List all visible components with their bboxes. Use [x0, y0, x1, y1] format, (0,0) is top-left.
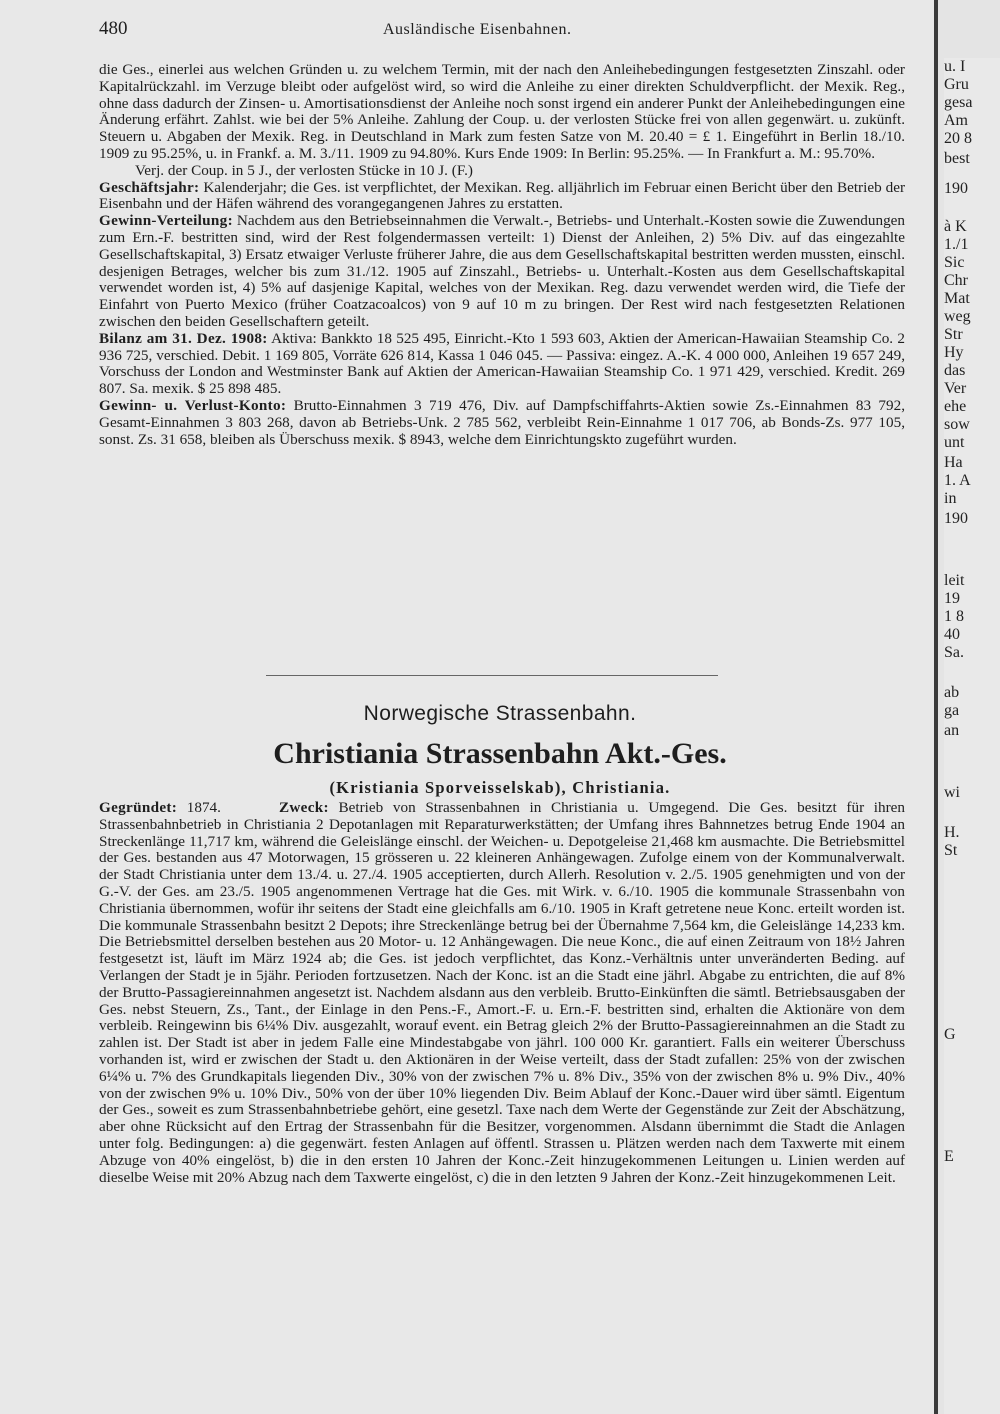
- purpose-label: Zweck:: [278, 799, 329, 816]
- adjacent-page-line: das: [944, 362, 966, 379]
- adjacent-page-line: ab: [944, 684, 960, 701]
- balance-sheet-label: Bilanz am 31. Dez. 1908:: [99, 329, 268, 347]
- balance-sheet-text: Aktiva: Bankkto 18 525 495, Einricht.-Kto 1 593 603, Aktien der American-Hawaiian Steamship Co. 2 936 725, verschied. Debit. 1 169 805, Vorräte 626 814, Kassa 1 046 045. — Passiva: eingez. A.-K. 4 000 000, Anleihen 19 657 249, Vorschuss der London and Westminster Bank auf Aktien der American-Hawaiian Steamship Co. 1 971 429, verschied. Kredit. 269 807. Sa. mexik. $ 25 898 485.: [99, 329, 905, 398]
- adjacent-page-line: 20 8: [944, 130, 972, 147]
- adjacent-page-line: unt: [944, 434, 965, 451]
- adjacent-page-line: à K: [944, 218, 967, 235]
- adjacent-page-line: St: [944, 842, 958, 859]
- adjacent-page-line: an: [944, 722, 960, 739]
- founded-label: Gegründet:: [99, 799, 178, 816]
- adjacent-page-fragment: [944, 58, 1000, 1414]
- previous-entry-block: [99, 62, 905, 448]
- adjacent-page-line: Ver: [944, 380, 967, 397]
- fiscal-year-label: Geschäftsjahr:: [99, 178, 200, 196]
- balance-sheet-paragraph: [99, 331, 905, 398]
- profit-loss-text: Brutto-Einnahmen 3 719 476, Div. auf Dampfschiffahrts-Aktien sowie Zs.-Einnahmen 83 792, Gesamt-Einnahmen 3 803 268, davon ab Betriebs-Unk. 2 785 562, verbleibt Rein-Einnahme 1 017 706, ab Bonds-Zs. 977 105, sonst. Zs. 31 658, bleiben als Überschuss mexik. $ 8943, welche dem Einrichtungskto zugeführt wurden.: [99, 396, 905, 448]
- fiscal-year-paragraph: [99, 180, 905, 214]
- profit-distribution-label: Gewinn-Verteilung:: [99, 212, 233, 230]
- adjacent-page-line: 190: [944, 180, 968, 197]
- adjacent-page-line: best: [944, 150, 970, 167]
- profit-distribution-text: Nachdem aus den Betriebseinnahmen die Verwalt.-, Betriebs- und Unterhalt.-Kosten sowie die Zuwendungen zum Ern.-F. bestritten sind, wird der Rest folgendermassen verteilt: 1) Dienst der Anleihen, 2) 5% Div. auf das eingezahlte Gesellschaftskapital, 3) Ersatz etwaiger Verluste früherer Jahre, die aus dem Gesellschaftskapital bestritten werden mussten, einschl. desjenigen Betrages, welcher bis zum 31./12. 1905 auf Zinszahl., Betriebs- u. Unterhalt.-Kosten aus dem Gesellschaftskapital verwendet worden ist, 4) 5% auf dasjenige Kapital, welches von der Mexikan. Reg. dazu verwendet werden wird, die Tiefe der Einfahrt von Puerto Mexico (früher Coatzacoalcos) von 9 auf 10 m zu bringen. Der Rest wird nach festgesetzten Relationen zwischen den beiden Gesellschaftern geteilt.: [99, 212, 906, 330]
- adjacent-page-line: 19: [944, 590, 960, 607]
- adjacent-page-line: Gru: [944, 76, 969, 93]
- page-gutter: [934, 0, 938, 1414]
- section-divider: [266, 675, 718, 676]
- profit-loss-paragraph: [99, 398, 905, 448]
- adjacent-page-line: G: [944, 1026, 956, 1043]
- adjacent-page-line: gesa: [944, 94, 973, 111]
- company-subtitle: (Kristiania Sporveisselskab), Christiania.: [329, 778, 671, 797]
- company-description-paragraph: [99, 800, 905, 1186]
- bond-terms-paragraph: die Ges., einerlei aus welchen Gründen u. zu welchem Termin, mit der nach den Anleihebedingungen festgesetzten Zinszahl. oder Kapitalrückzahl. im Verzuge bleibt oder aufgelöst wird, so wird die Anleihe zu einer direkten Schuldverpflicht. der Mexik. Reg., ohne dass dadurch der Zinsen- u. Amortisationsdienst der Anleihe noch sonst irgend ein anderer Punkt der Anleihebedingungen eine Änderung erfährt. Zahlst. wie bei der 5% Anleihe. Zahlung der Coup. u. der verlosten Stücke frei von allen gegenwärt. u. zukünft. Steuern u. Abgaben der Mexik. Reg. in Deutschland in Mark zum festen Satze von M. 20.40 = £ 1. Eingeführt in Berlin 18./10. 1909 zu 95.25%, u. in Frankf. a. M. 3./11. 1909 zu 94.80%. Kurs Ende 1909: In Berlin: 95.25%. — In Frankfurt a. M.: 95.70%.: [99, 61, 905, 162]
- adjacent-page-line: sow: [944, 416, 970, 433]
- adjacent-page-line: 1. A: [944, 472, 971, 489]
- adjacent-page-line: Sa.: [944, 644, 964, 661]
- running-head: Ausländische Eisenbahnen.: [383, 21, 572, 38]
- fiscal-year-text: Kalenderjahr; die Ges. ist verpflichtet, der Mexikan. Reg. alljährlich im Februar einen Bericht über den Betrieb der Eisenbahn und der Häfen während des vorangegangenen Jahres zu erstatten.: [99, 178, 906, 213]
- adjacent-page-line: 1 8: [944, 608, 964, 625]
- adjacent-page-line: Sic: [944, 254, 965, 271]
- adjacent-page-line: Mat: [944, 290, 970, 307]
- section-heading: Norwegische Strassenbahn.: [363, 702, 637, 725]
- company-entry-block: [99, 800, 905, 1186]
- profit-loss-label: Gewinn- u. Verlust-Konto:: [99, 396, 287, 414]
- adjacent-page-line: Hy: [944, 344, 964, 361]
- adjacent-page-line: Chr: [944, 272, 968, 289]
- adjacent-page-line: 190: [944, 510, 968, 527]
- adjacent-page-line: 1./1: [944, 236, 969, 253]
- purpose-text: Betrieb von Strassenbahnen in Christiania u. Umgegend. Die Ges. besitzt für ihren Strassenbahnbetrieb in Christiania 2 Depotanlagen mit Reparaturwerkstätten; der Umfang ihres Bahnnetzes betrug Ende 1904 an Streckenlänge 11,717 km, während die Geleislänge einschl. der Weichen- u. Depotgeleise 21,468 km ausmachte. Die Betriebsmittel der Ges. bestanden aus 47 Motorwagen, 15 grösseren u. 22 kleineren Anhängewagen. Zufolge einem von der Kommunalverwalt. der Stadt Christiania unter dem 13./4. u. 27./4. 1905 acceptierten, durch Allerh. Resolution v. 2./5. 1905 genehmigten und von der G.-V. der Ges. am 23./5. 1905 angenommenen Vertrage hat die Ges. mit Wirk. v. 6./10. 1905 die kommunale Strassenbahn von Christiania übernommen, wofür ihr seitens der Stadt eine gleichfalls am 6./10. 1905 in Kraft getretene neue Konc. erteilt worden ist. Die kommunale Strassenbahn besitzt 2 Depots; ihre Streckenlänge betrug bei der Übernahme 7,564 km, die Geleislänge 14,233 km. Die Betriebsmittel derselben bestehen aus 20 Motor- u. 12 Anhängewagen. Die neue Konc., die auf einen Zeitraum von 18½ Jahren festgesetzt ist, läuft im März 1924 ab; die Ges. ist jedoch verpflichtet, das Konz.-Verhältnis unter unveränderten Beding. auf Verlangen der Stadt je in 5jähr. Perioden fortzusetzen. Nach der Konc. ist an die Stadt eine jährl. Abgabe zu entrichten, die auf 8% der Brutto-Passagiereinnahmen angesetzt ist. Nachdem alsdann aus den verbleib. Brutto-Einkünften die sämtl. Betriebsausgaben der Ges. nebst Steuern, Zs., Tant., der Einlage in den Pens.-F., Amort.-F. u. Ern.-F. bestritten sind, erhalten die Aktionäre von dem verbleib. Reingewinn bis 6¼% Div. ausgezahlt, worauf event. ein Betrag gleich 2% der Brutto-Passagiereinnahmen an die Stadt zu zahlen ist. Der Stadt ist aber in jedem Falle eine Mindestabgabe von jährl. 100 000 Kr. garantiert. Falls ein weiterer Überschuss vorhanden ist, wird er zwischen der Stadt u. den Aktionären in der Weise verteilt, dass der Stadt zufallen: 25% von der zwischen 6¼% u. 7% des Grundkapitals liegenden Div., 30% von der zwischen 7% u. 8% Div., 35% von der zwischen 8% u. 9% Div., 40% von der zwischen 9% u. 10% Div., 50% von der über 10% liegenden Div. Beim Ablauf der Konc.-Dauer wird über sämtl. Eigentum der Ges., soweit es zum Strassenbahnbetriebe gehört, eine gesetzl. Taxe nach dem Werte der Gegenstände zur Zeit der Abschätzung, aber ohne Rücksicht auf den Ertrag der Strassenbahn für die Besitzer, vorgenommen. Alsdann übernimmt die Stadt die Anlagen unter folg. Bedingungen: a) die gegenwärt. festen Anlagen auf öffentl. Strassen u. Plätzen werden nach dem Taxwerte mit einem Abzuge von 40% eingelöst, b) die in den ersten 10 Jahren der Konc.-Zeit hinzugekommenen Leitungen u. Linien werden auf dieselbe Weise mit 20% Abzug nach dem Taxwerte eingelöst, c) die in den letzten 9 Jahren der Konz.-Zeit hinzugekommenen Leit.: [99, 799, 906, 1186]
- coupon-limitation-paragraph: Verj. der Coup. in 5 J., der verlosten Stücke in 10 J. (F.): [135, 161, 473, 179]
- profit-distribution-paragraph: [99, 213, 905, 331]
- adjacent-page-line: 40: [944, 626, 960, 643]
- adjacent-page-line: in: [944, 490, 957, 507]
- adjacent-page-line: ga: [944, 702, 960, 719]
- adjacent-page-line: weg: [944, 308, 971, 325]
- adjacent-page-line: leit: [944, 572, 965, 589]
- adjacent-page-line: u. I: [944, 58, 966, 75]
- adjacent-page-line: H.: [944, 824, 960, 841]
- adjacent-page-line: wi: [944, 784, 960, 801]
- adjacent-page-line: Am: [944, 112, 968, 129]
- company-name: Christiania Strassenbahn Akt.-Ges.: [273, 737, 727, 770]
- adjacent-page-line: ehe: [944, 398, 967, 415]
- adjacent-page-line: Str: [944, 326, 963, 343]
- adjacent-page-line: E: [944, 1148, 954, 1165]
- adjacent-page-line: Ha: [944, 454, 963, 471]
- founded-value: 1874.: [186, 799, 221, 816]
- page-number: 480: [99, 18, 128, 39]
